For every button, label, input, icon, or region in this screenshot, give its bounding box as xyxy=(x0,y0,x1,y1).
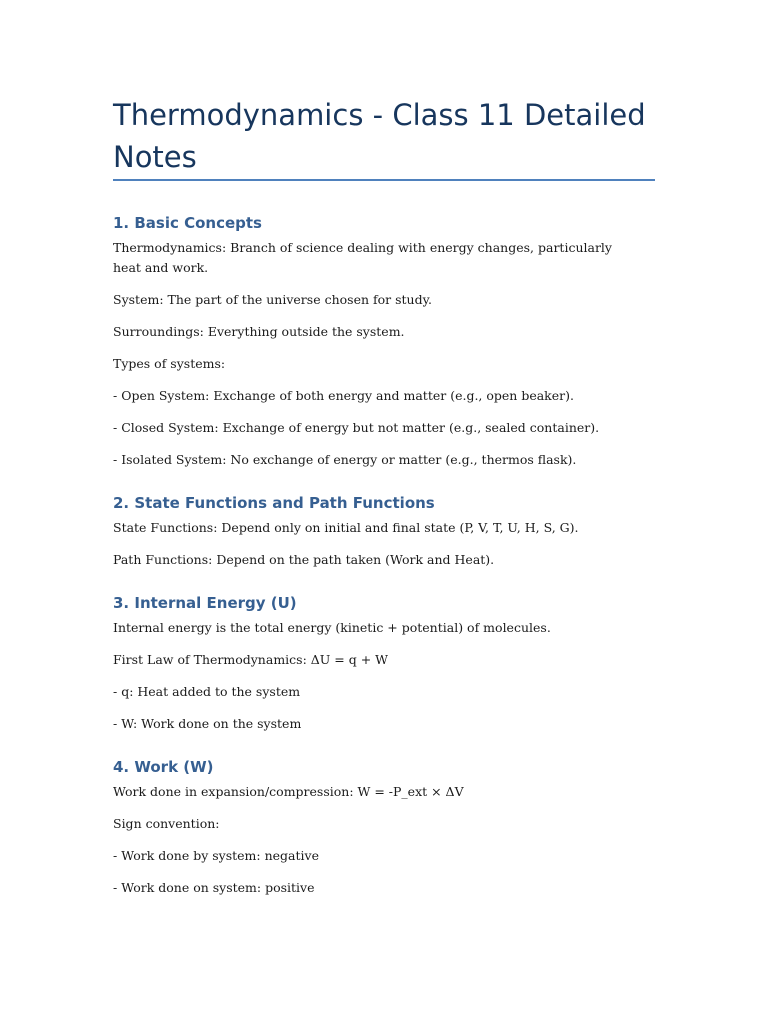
section-state-path-functions xyxy=(113,492,643,570)
section-heading: 4. Work (W) xyxy=(113,758,214,776)
section-heading: 1. Basic Concepts xyxy=(113,214,262,232)
list-item: - Work done by system: negative xyxy=(113,848,319,863)
paragraph: State Functions: Depend only on initial and final state (P, V, T, U, H, S, G). xyxy=(113,520,579,535)
document-title: Thermodynamics - Class 11 Detailed Notes xyxy=(113,98,646,174)
paragraph: Path Functions: Depend on the path taken (Work and Heat). xyxy=(113,552,495,567)
list-item: - Work done on system: positive xyxy=(113,880,315,895)
document-body xyxy=(113,212,643,920)
paragraph: Types of systems: xyxy=(113,356,226,371)
section-work xyxy=(113,756,643,898)
title-underline-divider xyxy=(113,179,655,181)
section-basic-concepts xyxy=(113,212,643,470)
paragraph: Sign convention: xyxy=(113,816,220,831)
section-internal-energy xyxy=(113,592,643,734)
list-item: - q: Heat added to the system xyxy=(113,684,301,699)
paragraph: System: The part of the universe chosen for study. xyxy=(113,292,432,307)
list-item: - Open System: Exchange of both energy and matter (e.g., open beaker). xyxy=(113,388,574,403)
list-item: - W: Work done on the system xyxy=(113,716,302,731)
paragraph: Surroundings: Everything outside the system. xyxy=(113,324,405,339)
paragraph: Thermodynamics: Branch of science dealing with energy changes, particularly heat and work. xyxy=(113,240,612,275)
paragraph: Work done in expansion/compression: W = -P_ext × ΔV xyxy=(113,784,464,799)
paragraph: Internal energy is the total energy (kinetic + potential) of molecules. xyxy=(113,620,551,635)
paragraph: First Law of Thermodynamics: ΔU = q + W xyxy=(113,652,389,667)
list-item: - Isolated System: No exchange of energy or matter (e.g., thermos flask). xyxy=(113,452,577,467)
section-heading: 3. Internal Energy (U) xyxy=(113,594,297,612)
list-item: - Closed System: Exchange of energy but not matter (e.g., sealed container). xyxy=(113,420,600,435)
section-heading: 2. State Functions and Path Functions xyxy=(113,494,435,512)
